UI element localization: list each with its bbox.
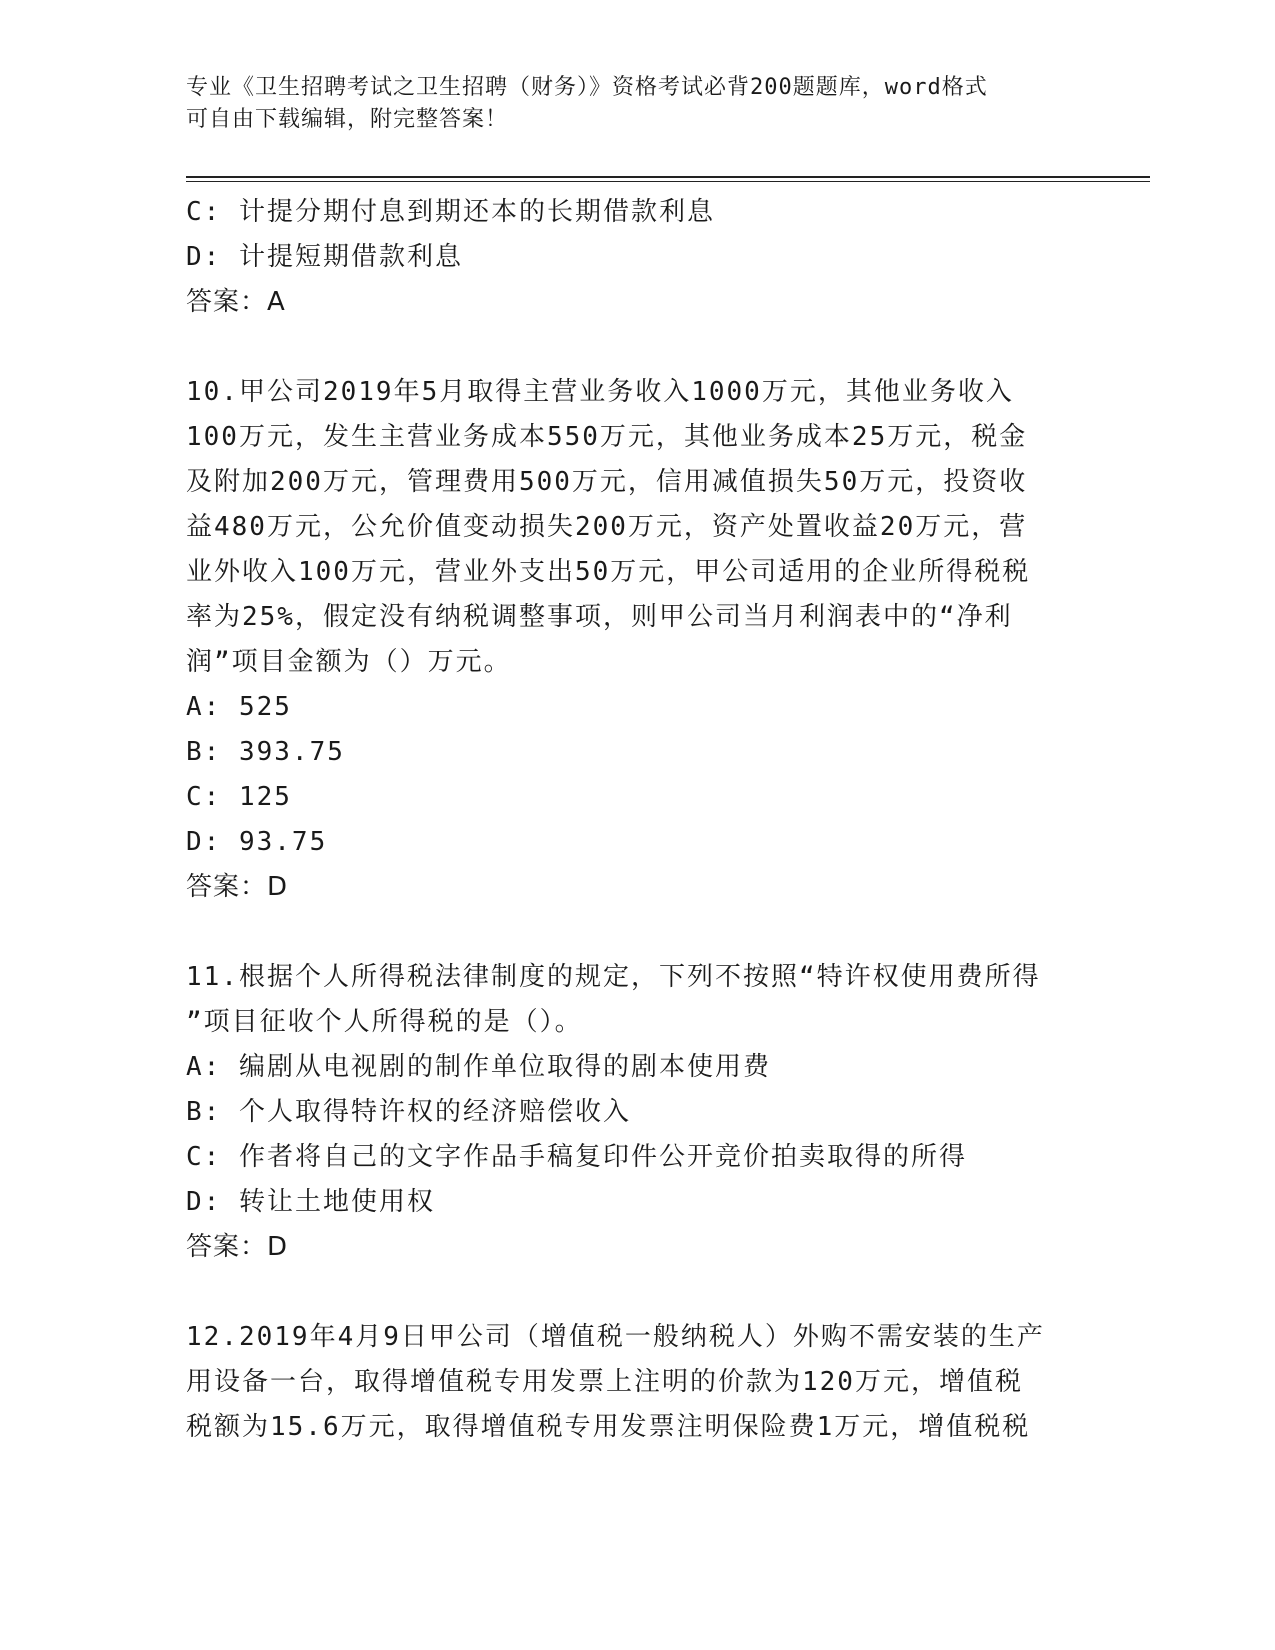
question-text-line: 率为25%，假定没有纳税调整事项，则甲公司当月利润表中的“净利 — [186, 602, 1013, 632]
header-rule-thin — [186, 181, 1150, 182]
option-d: D: 计提短期借款利息 — [186, 242, 463, 272]
option-d: D: 转让土地使用权 — [186, 1187, 435, 1217]
option-d: D: 93.75 — [186, 827, 328, 857]
question-text-line: 业外收入100万元，营业外支出50万元，甲公司适用的企业所得税税 — [186, 557, 1031, 587]
question-text-line: 润”项目金额为（）万元。 — [186, 647, 512, 677]
question-text-line: 及附加200万元，管理费用500万元，信用减值损失50万元，投资收 — [186, 467, 1028, 497]
question-text-line: 100万元，发生主营业务成本550万元，其他业务成本25万元，税金 — [186, 422, 1028, 452]
previous-question-tail — [186, 190, 1076, 325]
option-c: C: 作者将自己的文字作品手稿复印件公开竞价拍卖取得的所得 — [186, 1142, 967, 1172]
option-c: C: 计提分期付息到期还本的长期借款利息 — [186, 197, 715, 227]
answer-line: 答案：D — [186, 872, 289, 902]
question-11 — [186, 955, 1076, 1270]
option-c: C: 125 — [186, 782, 292, 812]
question-text-line: ”项目征收个人所得税的是（）。 — [186, 1007, 583, 1037]
question-text-line: 11.根据个人所得税法律制度的规定，下列不按照“特许权使用费所得 — [186, 962, 1041, 992]
option-b: B: 个人取得特许权的经济赔偿收入 — [186, 1097, 631, 1127]
question-text-line: 10.甲公司2019年5月取得主营业务收入1000万元，其他业务收入 — [186, 377, 1014, 407]
header-rule-thick — [186, 176, 1150, 178]
question-12 — [186, 1315, 1076, 1450]
question-text-line: 用设备一台，取得增值税专用发票上注明的价款为120万元，增值税 — [186, 1367, 1023, 1397]
option-b: B: 393.75 — [186, 737, 345, 767]
header-line-1: 专业《卫生招聘考试之卫生招聘（财务）》资格考试必背200题题库，word格式 — [186, 75, 988, 100]
question-text-line: 税额为15.6万元，取得增值税专用发票注明保险费1万元，增值税税 — [186, 1412, 1031, 1442]
answer-line: 答案：A — [186, 287, 286, 317]
option-a: A: 编剧从电视剧的制作单位取得的剧本使用费 — [186, 1052, 771, 1082]
answer-line: 答案：D — [186, 1232, 289, 1262]
question-text-line: 12.2019年4月9日甲公司（增值税一般纳税人）外购不需安装的生产 — [186, 1322, 1045, 1352]
header-line-2: 可自由下载编辑，附完整答案！ — [186, 107, 509, 132]
document-header — [186, 72, 1066, 136]
question-10 — [186, 370, 1076, 910]
document-body — [186, 190, 1076, 1450]
question-text-line: 益480万元，公允价值变动损失200万元，资产处置收益20万元，营 — [186, 512, 1028, 542]
option-a: A: 525 — [186, 692, 292, 722]
